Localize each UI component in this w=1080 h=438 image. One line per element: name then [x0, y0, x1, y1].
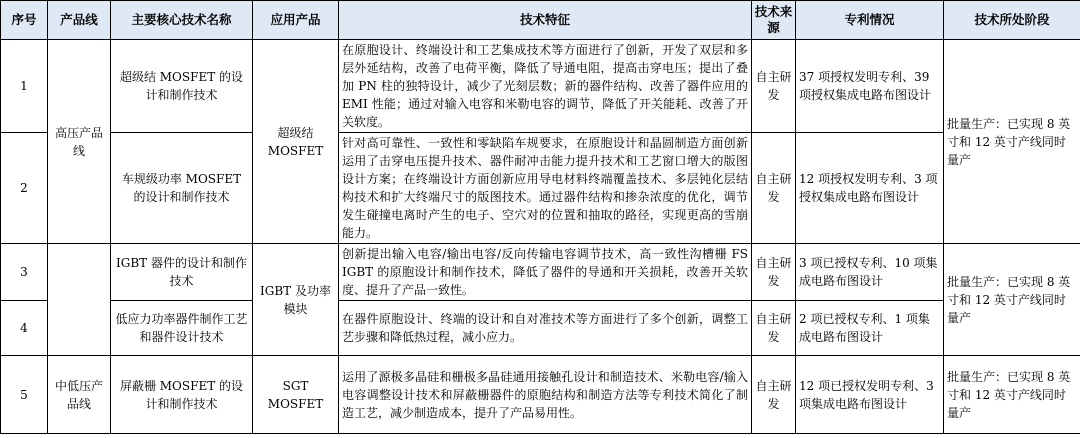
header-patents: 专利情况 — [796, 1, 944, 40]
table-row — [1, 244, 1080, 301]
tech-name-cell: 超级结 MOSFET 的设计和制作技术 — [111, 40, 253, 133]
stage-cell: 批量生产：已实现 8 英寸和 12 英寸产线同时量产 — [944, 356, 1080, 434]
product-line-cell: 高压产品线 — [48, 40, 111, 244]
feature-cell: 在器件原胞设计、终端的设计和自对准技术等方面进行了多个创新，调整工艺步骤和降低热过程，减小应力。 — [339, 301, 752, 356]
table-row — [1, 133, 1080, 244]
source-cell: 自主研发 — [752, 40, 796, 133]
source-cell: 自主研发 — [752, 244, 796, 301]
row-no: 5 — [1, 356, 48, 434]
stage-cell: 批量生产：已实现 8 英寸和 12 英寸产线同时量产 — [944, 244, 1080, 356]
tech-name-cell: 车规级功率 MOSFET 的设计和制作技术 — [111, 133, 253, 244]
tech-name-cell: 低应力功率器件制作工艺和器件设计技术 — [111, 301, 253, 356]
header-product: 应用产品 — [253, 1, 339, 40]
table-row — [1, 40, 1080, 133]
table-row — [1, 301, 1080, 356]
feature-cell: 运用了源极多晶硅和栅极多晶硅通用接触孔设计和制造技术、米勒电容/输入电容调整设计技术和屏蔽栅器件的原胞结构和制造方法等专利技术简化了制造工艺，减少制造成本，提升了产品易用性。 — [339, 356, 752, 434]
product-line-cell — [48, 244, 111, 356]
source-cell: 自主研发 — [752, 356, 796, 434]
header-tech-name: 主要核心技术名称 — [111, 1, 253, 40]
patents-cell: 12 项已授权发明专利、3 项集成电路布图设计 — [796, 356, 944, 434]
product-line-cell: 中低压产品线 — [48, 356, 111, 434]
stage-cell: 批量生产：已实现 8 英寸和 12 英寸产线同时量产 — [944, 40, 1080, 244]
row-no: 3 — [1, 244, 48, 301]
patents-cell: 2 项已授权专利、1 项集成电路布图设计 — [796, 301, 944, 356]
row-no: 2 — [1, 133, 48, 244]
header-source: 技术来源 — [752, 1, 796, 40]
patents-cell: 3 项已授权专利、10 项集成电路布图设计 — [796, 244, 944, 301]
product-cell: IGBT 及功率模块 — [253, 244, 339, 356]
table-row — [1, 356, 1080, 434]
patents-cell: 12 项授权发明专利、3 项授权集成电路布图设计 — [796, 133, 944, 244]
patents-cell: 37 项授权发明专利、39 项授权集成电路布图设计 — [796, 40, 944, 133]
row-no: 4 — [1, 301, 48, 356]
product-cell: SGT MOSFET — [253, 356, 339, 434]
source-cell: 自主研发 — [752, 133, 796, 244]
source-cell: 自主研发 — [752, 301, 796, 356]
row-no: 1 — [1, 40, 48, 133]
header-feature: 技术特征 — [339, 1, 752, 40]
header-row — [1, 1, 1080, 40]
product-cell: 超级结 MOSFET — [253, 40, 339, 244]
tech-name-cell: 屏蔽栅 MOSFET 的设计和制作技术 — [111, 356, 253, 434]
feature-cell: 针对高可靠性、一致性和零缺陷车规要求，在原胞设计和晶圆制造方面创新运用了击穿电压提升技术、器件耐冲击能力提升技术和工艺窗口增大的版图设计方案；在终端设计方面创新应用导电材料终端覆盖技术、多层钝化层结构技术和扩大终端尺寸的版图技术。通过器件结构和掺杂浓度的优化，调节发生碰撞电离时产生的电子、空穴对的位置和抽取的路径，实现更高的雪崩能力。 — [339, 133, 752, 244]
tech-name-cell: IGBT 器件的设计和制作技术 — [111, 244, 253, 301]
feature-cell: 创新提出输入电容/输出电容/反向传输电容调节技术，高一致性沟槽栅 FS IGBT 的原胞设计和制作技术，降低了器件的导通和开关损耗，改善开关软度、提升了产品一致性。 — [339, 244, 752, 301]
header-no: 序号 — [1, 1, 48, 40]
header-stage: 技术所处阶段 — [944, 1, 1080, 40]
feature-cell: 在原胞设计、终端设计和工艺集成技术等方面进行了创新，开发了双层和多层外延结构，改善了电荷平衡，降低了导通电阻，提高击穿电压；提出了叠加 PN 柱的独特设计，减少了光刻层数；新的器件结构、改善了器件应用的 EMI 性能；通过对输入电容和米勒电容的调节，降低了开关能耗、改善了开关软度。 — [339, 40, 752, 133]
header-product-line: 产品线 — [48, 1, 111, 40]
